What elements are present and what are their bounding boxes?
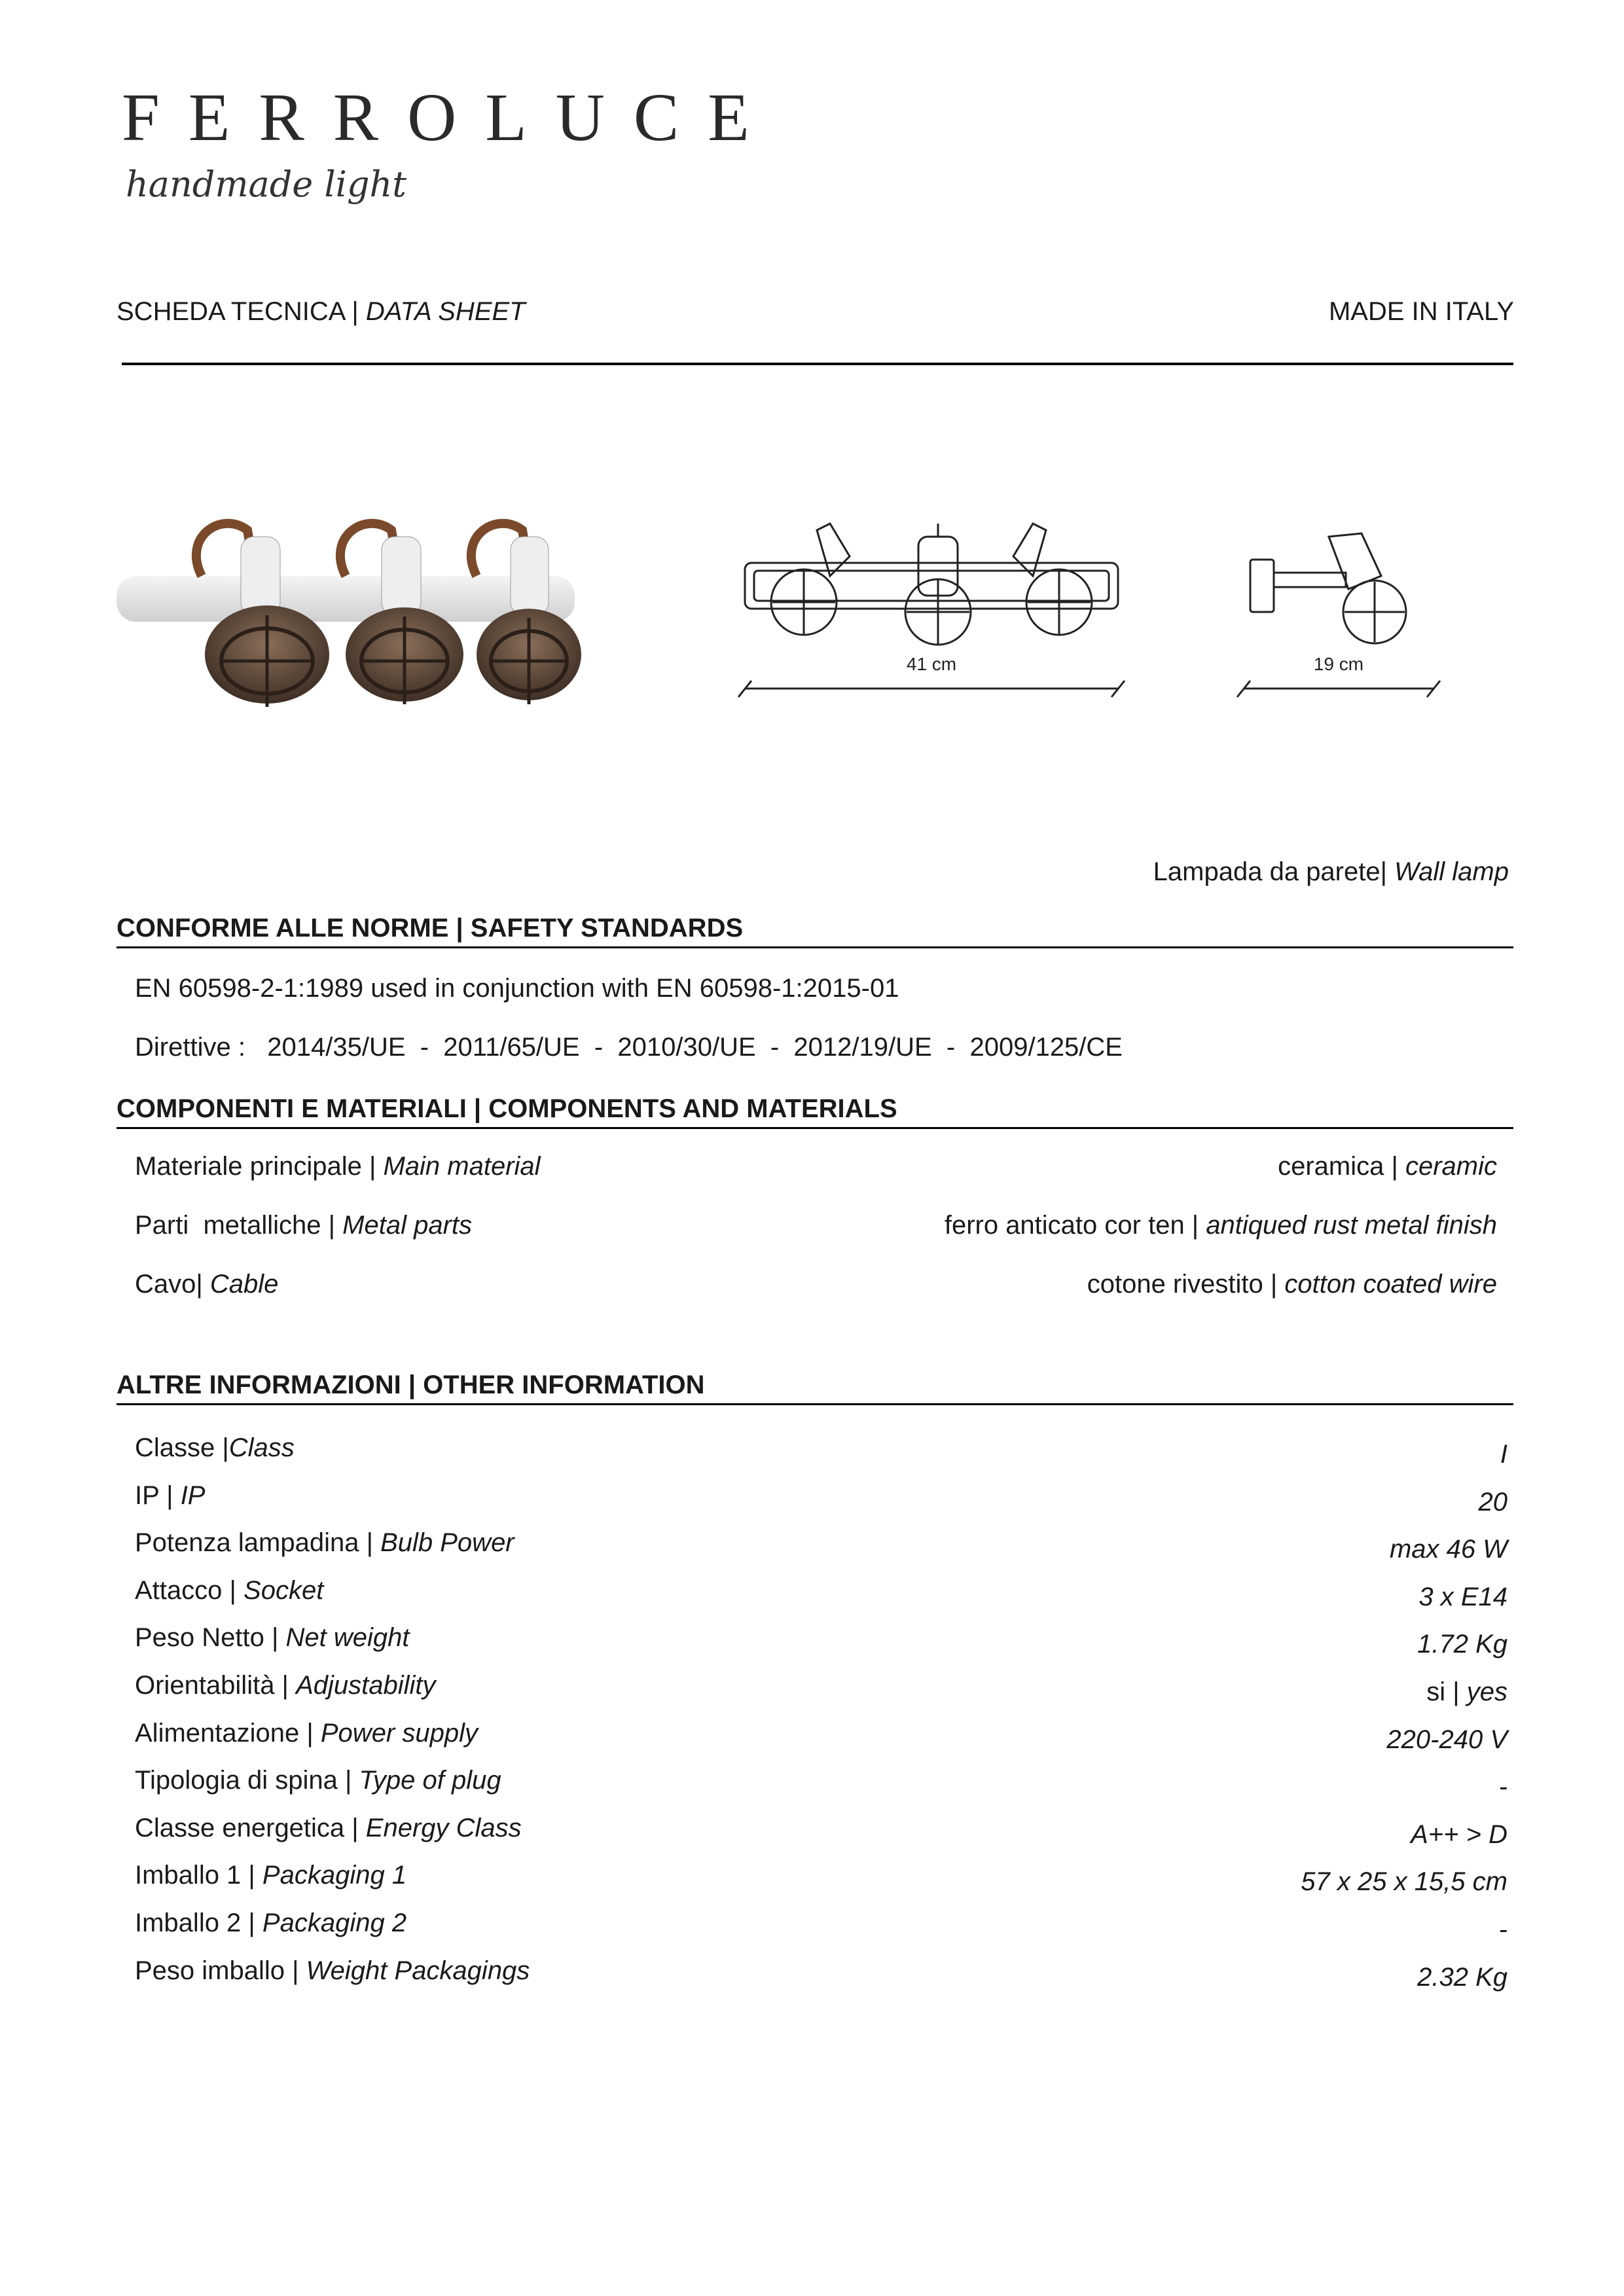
brand-tagline: handmade light — [126, 164, 406, 205]
info-row-label — [135, 1671, 436, 1700]
info-row-value — [1499, 1772, 1507, 1802]
label-en: Net weight — [285, 1623, 410, 1652]
label-it: Peso Netto | — [135, 1623, 286, 1652]
label-en: Power supply — [320, 1719, 478, 1748]
value: 57 x 25 x 15,5 cm — [1301, 1867, 1507, 1896]
info-row-label — [135, 1814, 522, 1843]
label-en: Type of plug — [359, 1766, 501, 1795]
label-it: Imballo 2 | — [135, 1909, 262, 1937]
info-row-label — [135, 1481, 205, 1511]
safety-directives: Direttive : 2014/35/UE - 2011/65/UE - 2010/30/UE - 2012/19/UE - 2009/125/CE — [135, 1033, 1123, 1062]
value: I — [1500, 1440, 1507, 1469]
label-en: Class — [228, 1433, 295, 1462]
label-en: Weight Packagings — [306, 1956, 530, 1985]
made-in-italy-label: MADE IN ITALY — [1328, 297, 1514, 326]
label-it: IP | — [135, 1481, 181, 1510]
value: 20 — [1478, 1488, 1507, 1516]
product-type-en: Wall lamp — [1394, 857, 1509, 886]
label-en: Main material — [383, 1152, 541, 1181]
value: 2.32 Kg — [1417, 1963, 1507, 1992]
value-it: ferro anticato cor ten | — [944, 1211, 1206, 1240]
label-it: Peso imballo | — [135, 1956, 306, 1985]
label-en: Adjustability — [296, 1671, 436, 1700]
label-it: Classe energetica | — [135, 1814, 366, 1842]
product-type-it: Lampada da parete — [1153, 857, 1380, 886]
info-row-value — [1418, 1583, 1507, 1612]
info-row-value — [1417, 1630, 1507, 1659]
info-row-value — [1386, 1725, 1507, 1755]
label-en: Packaging 1 — [262, 1861, 407, 1890]
info-row-label — [135, 1719, 478, 1748]
brand-logo: FERROLUCE — [122, 80, 778, 155]
info-row-value — [1499, 1915, 1507, 1945]
label-it: Orientabilità | — [135, 1671, 297, 1700]
info-row-label — [135, 1576, 323, 1605]
other-section-rule — [117, 1403, 1513, 1405]
value: yes — [1466, 1677, 1507, 1706]
other-section-title: ALTRE INFORMAZIONI | OTHER INFORMATION — [117, 1371, 705, 1399]
material-row-value — [1278, 1152, 1497, 1181]
label-it: Attacco | — [135, 1576, 244, 1605]
info-row-label — [135, 1766, 501, 1795]
label-en: Cable — [209, 1270, 279, 1299]
material-row-label — [135, 1211, 472, 1240]
safety-section-rule — [117, 946, 1513, 948]
side-width-label: 19 cm — [1313, 654, 1364, 674]
info-row-value — [1390, 1535, 1507, 1564]
label-en: IP — [180, 1481, 206, 1510]
front-width-label: 41 cm — [906, 654, 957, 674]
data-sheet-heading — [117, 297, 526, 327]
info-row-value — [1301, 1867, 1507, 1897]
label-it: Parti metalliche | — [135, 1211, 343, 1240]
label-it: Classe | — [135, 1433, 229, 1462]
info-row-label — [135, 1861, 406, 1890]
value-en: antiqued rust metal finish — [1206, 1211, 1497, 1240]
label-it: Potenza lampadina | — [135, 1528, 381, 1557]
label-it: Alimentazione | — [135, 1719, 321, 1748]
label-en: Packaging 2 — [262, 1909, 407, 1937]
value-en: ceramic — [1405, 1152, 1497, 1181]
info-row-label — [135, 1433, 295, 1463]
material-row-label — [135, 1152, 541, 1181]
material-row-value — [945, 1211, 1497, 1240]
materials-section-rule — [117, 1127, 1513, 1129]
label-it: Tipologia di spina | — [135, 1766, 359, 1795]
label-it: Materiale principale | — [135, 1152, 384, 1181]
label-en: Energy Class — [365, 1814, 522, 1842]
data-sheet-heading-it: SCHEDA TECNICA — [117, 297, 345, 326]
label-en: Bulb Power — [380, 1528, 514, 1557]
value: - — [1498, 1772, 1507, 1801]
header-divider — [122, 363, 1513, 365]
material-row-label — [135, 1270, 278, 1299]
info-row-value — [1426, 1677, 1507, 1707]
value: 3 x E14 — [1418, 1583, 1507, 1611]
data-sheet-heading-en: DATA SHEET — [365, 297, 526, 326]
value: A++ > D — [1411, 1820, 1507, 1849]
safety-section-title: CONFORME ALLE NORME | SAFETY STANDARDS — [117, 914, 744, 942]
product-type — [1153, 857, 1509, 887]
value-en: cotton coated wire — [1284, 1270, 1497, 1299]
value: 1.72 Kg — [1417, 1630, 1507, 1659]
label-en: Socket — [244, 1576, 324, 1605]
data-sheet-heading-sep: | — [344, 297, 366, 326]
label-it: Cavo| — [135, 1270, 210, 1299]
value-it: ceramica | — [1278, 1152, 1405, 1181]
value: max 46 W — [1389, 1535, 1507, 1564]
value-it: si | — [1426, 1677, 1467, 1706]
materials-section-title: COMPONENTI E MATERIALI | COMPONENTS AND MATERIALS — [117, 1094, 897, 1123]
product-type-sep: | — [1380, 857, 1395, 886]
info-row-value — [1479, 1488, 1508, 1517]
info-row-label — [135, 1909, 406, 1938]
safety-norm: EN 60598-2-1:1989 used in conjunction with EN 60598-1:2015-01 — [135, 974, 899, 1003]
info-row-label — [135, 1956, 530, 1986]
value: - — [1498, 1915, 1507, 1944]
info-row-value — [1500, 1440, 1507, 1469]
label-it: Imballo 1 | — [135, 1861, 262, 1890]
value: 220-240 V — [1386, 1725, 1507, 1754]
value-it: cotone rivestito | — [1087, 1270, 1285, 1299]
product-photo — [110, 497, 588, 733]
info-row-label — [135, 1623, 410, 1653]
info-row-value — [1417, 1963, 1507, 1992]
label-en: Metal parts — [342, 1211, 473, 1240]
info-row-label — [135, 1528, 514, 1558]
side-view-drawing — [1231, 497, 1453, 733]
info-row-value — [1411, 1820, 1507, 1850]
material-row-value — [1087, 1270, 1497, 1299]
front-view-drawing — [732, 497, 1138, 733]
